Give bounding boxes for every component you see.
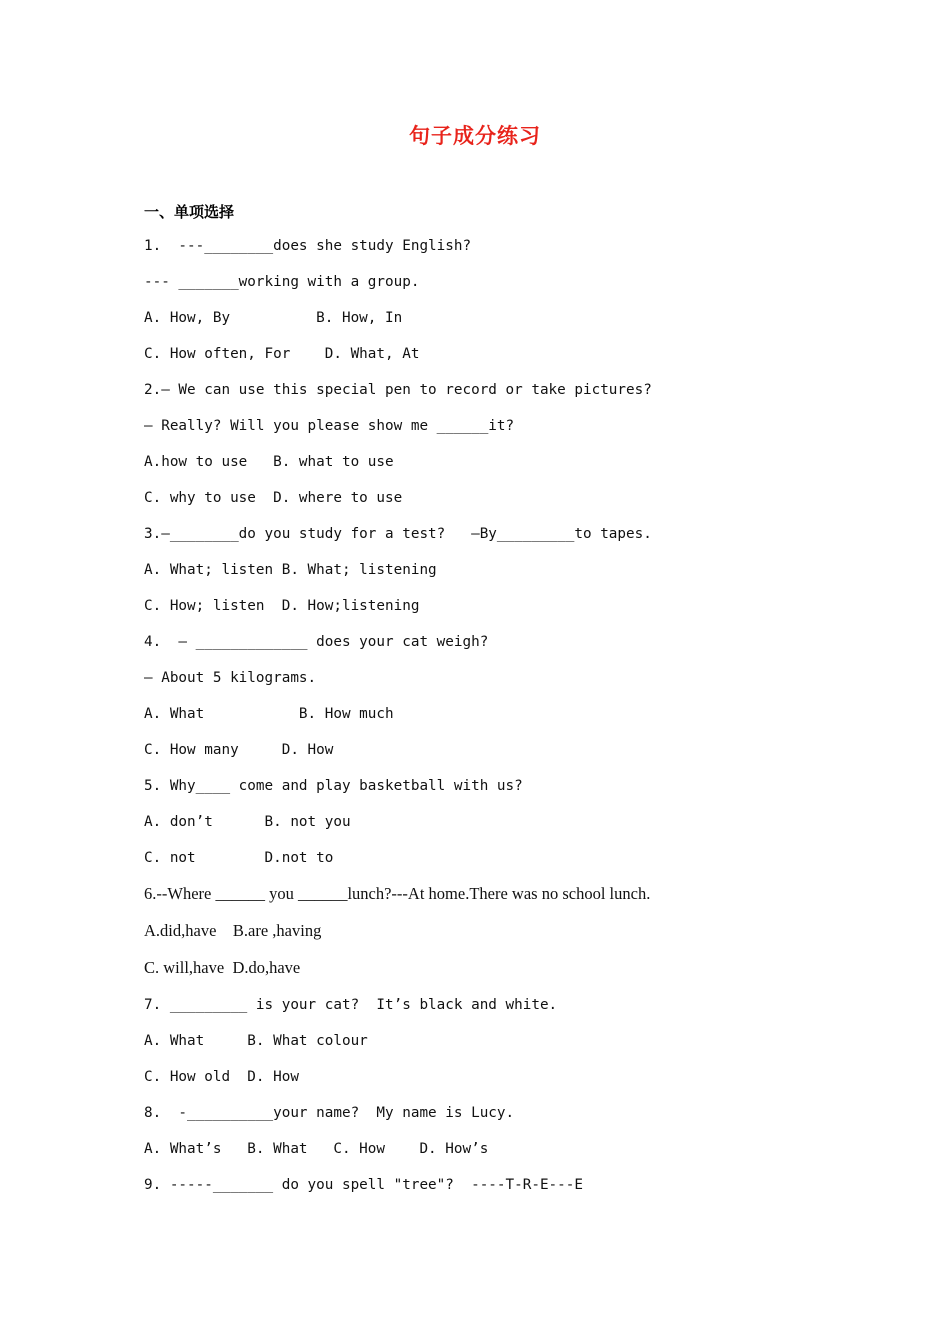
question-1-options-cd: C. How often, For D. What, At — [144, 346, 420, 362]
section-heading: 一、单项选择 — [144, 203, 235, 221]
question-7-options-ab: A. What B. What colour — [144, 1033, 368, 1049]
question-5-stem: 5. Why____ come and play basketball with us? — [144, 778, 523, 794]
question-4-options-cd: C. How many D. How — [144, 742, 334, 758]
question-1-reply: --- _______working with a group. — [144, 274, 420, 290]
question-7-options-cd: C. How old D. How — [144, 1069, 299, 1085]
question-4-reply: — About 5 kilograms. — [144, 670, 317, 686]
question-1-options-ab: A. How, By B. How, In — [144, 310, 403, 326]
question-2-options-cd: C. why to use D. where to use — [144, 490, 403, 506]
question-3-options-cd: C. How; listen D. How;listening — [144, 598, 420, 614]
page-title: 句子成分练习 — [409, 124, 541, 148]
question-3-options-ab: A. What; listen B. What; listening — [144, 562, 437, 578]
question-6-stem: 6.--Where ______ you ______lunch?---At home.There was no school lunch. — [144, 884, 651, 903]
question-9-stem: 9. -----_______ do you spell "tree"? ----T-R-E---E — [144, 1177, 583, 1193]
question-1-stem: 1. ---________does she study English? — [144, 238, 472, 254]
question-5-options-cd: C. not D.not to — [144, 850, 334, 866]
question-2-reply: — Really? Will you please show me ______it? — [144, 418, 515, 434]
question-4-stem: 4. — _____________ does your cat weigh? — [144, 634, 489, 650]
question-8-stem: 8. -__________your name? My name is Lucy. — [144, 1105, 515, 1121]
question-4-options-ab: A. What B. How much — [144, 706, 394, 722]
question-2-options-ab: A.how to use B. what to use — [144, 454, 394, 470]
question-6-options-cd: C. will,have D.do,have — [144, 958, 301, 977]
question-6-options-ab: A.did,have B.are ,having — [144, 921, 322, 940]
question-5-options-ab: A. don’t B. not you — [144, 814, 351, 830]
question-3-stem: 3.—________do you study for a test? —By_________to tapes. — [144, 526, 652, 542]
question-7-stem: 7. _________ is your cat? It’s black and white. — [144, 997, 558, 1013]
question-8-options: A. What’s B. What C. How D. How’s — [144, 1141, 489, 1157]
question-2-stem: 2.— We can use this special pen to record or take pictures? — [144, 382, 652, 398]
